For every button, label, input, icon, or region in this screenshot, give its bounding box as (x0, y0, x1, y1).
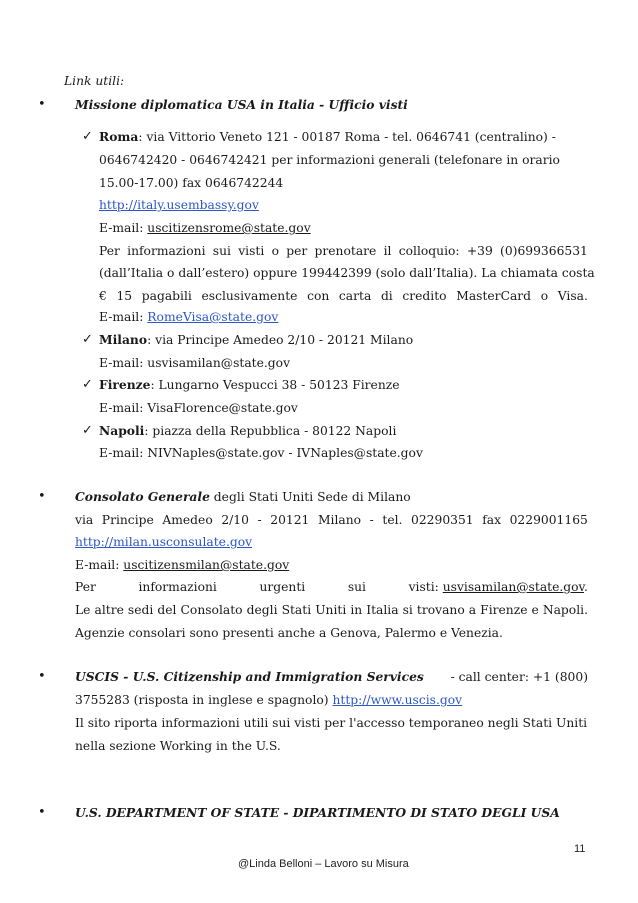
napoli-email: E-mail: NIVNaples@state.gov - IVNaples@state.gov (99, 446, 423, 460)
uscis-title: USCIS - U.S. Citizenship and Immigration Services (75, 669, 424, 684)
email-label: E-mail: (75, 558, 124, 572)
checkmark-icon: ✓ (82, 423, 93, 438)
roma-email-link[interactable]: uscitizensrome@state.gov (147, 221, 311, 235)
roma-info-line-1: Per informazioni sui visti o per prenotare il colloquio: +39 (0)699366531 (99, 244, 588, 258)
consolato-title: Consolato Generale (75, 489, 210, 504)
consolato-url-link[interactable]: http://milan.usconsulate.gov (75, 535, 253, 549)
email-label: E-mail: (99, 221, 148, 235)
roma-address: : via Vittorio Veneto 121 - 00187 Roma - tel. 0646741 (centralino) - (138, 130, 556, 144)
section-title-missione: Missione diplomatica USA in Italia - Ufficio visti (75, 97, 408, 112)
uscis-line-3: Il sito riporta informazioni utili sui visti per l'accesso temporaneo negli Stati Uniti (75, 716, 588, 730)
firenze-name: Firenze (99, 377, 151, 392)
checkmark-icon: ✓ (82, 377, 93, 392)
napoli-name: Napoli (99, 423, 145, 438)
consolato-email-link[interactable]: uscitizensmilan@state.gov (123, 558, 290, 572)
firenze-email: E-mail: VisaFlorence@state.gov (99, 401, 298, 415)
email-label: E-mail: (99, 310, 148, 324)
intro-label: Link utili: (64, 74, 125, 88)
page-number: 11 (574, 843, 586, 855)
roma-info-line-3: € 15 pagabili esclusivamente con carta di credito MasterCard o Visa. (99, 289, 588, 303)
consolato-urgent-line: Per informazioni urgenti sui visti: usvisamilan@state.gov. (75, 580, 588, 594)
firenze-address: : Lungarno Vespucci 38 - 50123 Firenze (150, 378, 400, 392)
uscis-line-2: 3755283 (risposta in inglese e spagnolo) http://www.uscis.gov (75, 693, 463, 707)
bullet-icon: • (38, 97, 46, 112)
consolato-title-rest: degli Stati Uniti Sede di Milano (209, 490, 411, 504)
milano-name: Milano (99, 332, 148, 347)
bullet-icon: • (38, 669, 46, 684)
milano-address: : via Principe Amedeo 2/10 - 20121 Milano (147, 333, 414, 347)
footer-credit: @Linda Belloni – Lavoro su Misura (238, 858, 409, 870)
roma-email-line (99, 220, 311, 236)
milano-email: E-mail: usvisamilan@state.gov (99, 356, 291, 370)
milano-line (99, 332, 413, 348)
uscis-url-link[interactable]: http://www.uscis.gov (332, 693, 463, 707)
roma-url-link[interactable]: http://italy.usembassy.gov (99, 198, 259, 212)
section-title-department: U.S. DEPARTMENT OF STATE - DIPARTIMENTO DI STATO DEGLI USA (75, 805, 560, 820)
consolato-email-line (75, 557, 289, 573)
roma-name: Roma (99, 129, 139, 144)
napoli-address: : piazza della Repubblica - 80122 Napoli (144, 424, 397, 438)
urgent-email-link[interactable]: usvisamilan@state.gov (442, 580, 585, 594)
consolato-line-altre-sedi: Le altre sedi del Consolato degli Stati Uniti in Italia si trovano a Firenze e Napoli. (75, 603, 588, 617)
consolato-address: via Principe Amedeo 2/10 - 20121 Milano - tel. 02290351 fax 0229001165 (75, 513, 588, 527)
firenze-line (99, 377, 400, 393)
checkmark-icon: ✓ (82, 332, 93, 347)
roma-line-2: 0646742420 - 0646742421 per informazioni generali (telefonare in orario (99, 153, 560, 167)
napoli-line (99, 423, 396, 439)
roma-line-1 (99, 129, 556, 145)
section-title-uscis (75, 669, 588, 685)
uscis-line-4: nella sezione Working in the U.S. (75, 739, 281, 753)
section-title-consolato (75, 489, 411, 505)
consolato-line-agenzie: Agenzie consolari sono presenti anche a Genova, Palermo e Venezia. (75, 626, 503, 640)
uscis-callcenter: - call center: +1 (800) (450, 670, 588, 684)
bullet-icon: • (38, 805, 46, 820)
rome-visa-email-link[interactable]: RomeVisa@state.gov (147, 310, 279, 324)
roma-info-line-2: (dall’Italia o dall’estero) oppure 199442399 (solo dall’Italia). La chiamata costa (99, 266, 595, 280)
roma-line-3: 15.00-17.00) fax 0646742244 (99, 176, 284, 190)
checkmark-icon: ✓ (82, 129, 93, 144)
roma-visa-email-line (99, 309, 278, 325)
bullet-icon: • (38, 489, 46, 504)
